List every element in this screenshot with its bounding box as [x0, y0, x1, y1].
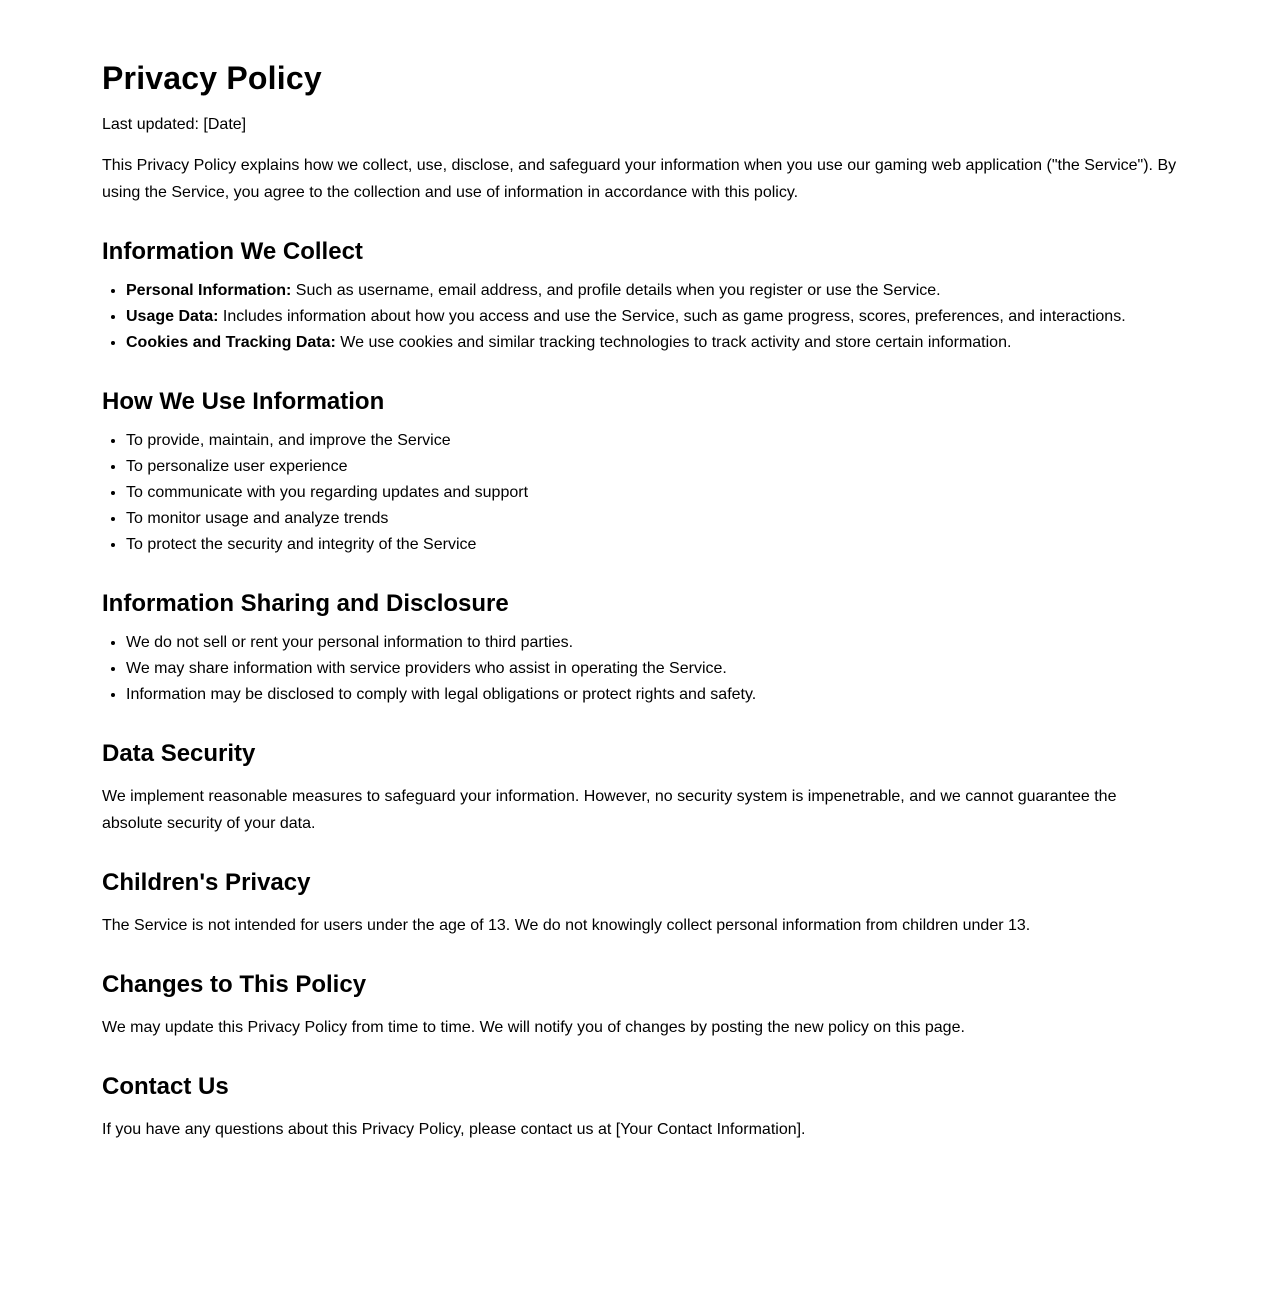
section-heading: Information Sharing and Disclosure: [102, 590, 509, 617]
intro-paragraph: This Privacy Policy explains how we collect, use, disclose, and safeguard your information when you use our gaming web application ("the Service"). By using the Service, you agree to the collection and use of information in accordance with this policy.: [102, 157, 1177, 201]
section-contact-us: [102, 1072, 1178, 1143]
sharing-list: [102, 630, 1178, 708]
list-item: • To personalize user experience: [126, 454, 1178, 480]
list-item: [126, 330, 1178, 356]
list-item: • We do not sell or rent your personal information to third parties.: [126, 630, 1178, 656]
list-item: • To communicate with you regarding updates and support: [126, 480, 1178, 506]
section-heading: Changes to This Policy: [102, 971, 367, 998]
section-paragraph: We may update this Privacy Policy from time to time. We will notify you of changes by posting the new policy on this page.: [102, 1019, 965, 1036]
page-title: Privacy Policy: [102, 60, 322, 96]
list-item: • Information may be disclosed to comply with legal obligations or protect rights and safety.: [126, 682, 1178, 708]
section-paragraph: The Service is not intended for users under the age of 13. We do not knowingly collect personal information from children under 13.: [102, 917, 1031, 934]
section-childrens-privacy: [102, 868, 1178, 939]
section-information-we-collect: [102, 237, 1178, 356]
section-paragraph: If you have any questions about this Privacy Policy, please contact us at [Your Contact Information].: [102, 1121, 806, 1138]
section-how-we-use-information: [102, 387, 1178, 558]
list-item: • To protect the security and integrity of the Service: [126, 532, 1178, 558]
use-list: [102, 428, 1178, 558]
list-item: • We may share information with service providers who assist in operating the Service.: [126, 656, 1178, 682]
section-changes-to-policy: [102, 970, 1178, 1041]
section-heading: Children's Privacy: [102, 869, 311, 896]
list-item: • To provide, maintain, and improve the Service: [126, 428, 1178, 454]
list-item-text: Such as username, email address, and profile details when you register or use the Service.: [291, 282, 941, 299]
list-item-label: Personal Information:: [126, 282, 292, 299]
list-item-label: Usage Data:: [126, 308, 219, 325]
collect-list: [102, 278, 1178, 356]
section-information-sharing: [102, 589, 1178, 708]
section-heading: Contact Us: [102, 1073, 229, 1100]
section-heading: Data Security: [102, 740, 256, 767]
list-item-text: Includes information about how you access and use the Service, such as game progress, scores, preferences, and interactions.: [218, 308, 1126, 325]
list-item: [126, 278, 1178, 304]
list-item: [126, 304, 1178, 330]
list-item-text: We use cookies and similar tracking technologies to track activity and store certain information.: [335, 334, 1012, 351]
section-data-security: [102, 739, 1178, 837]
section-heading: Information We Collect: [102, 238, 363, 265]
section-paragraph: We implement reasonable measures to safeguard your information. However, no security system is impenetrable, and we cannot guarantee the absolute security of your data.: [102, 788, 1117, 832]
list-item-label: Cookies and Tracking Data:: [126, 334, 336, 351]
last-updated-text: Last updated: [Date]: [102, 116, 247, 133]
section-heading: How We Use Information: [102, 388, 385, 415]
list-item: • To monitor usage and analyze trends: [126, 506, 1178, 532]
